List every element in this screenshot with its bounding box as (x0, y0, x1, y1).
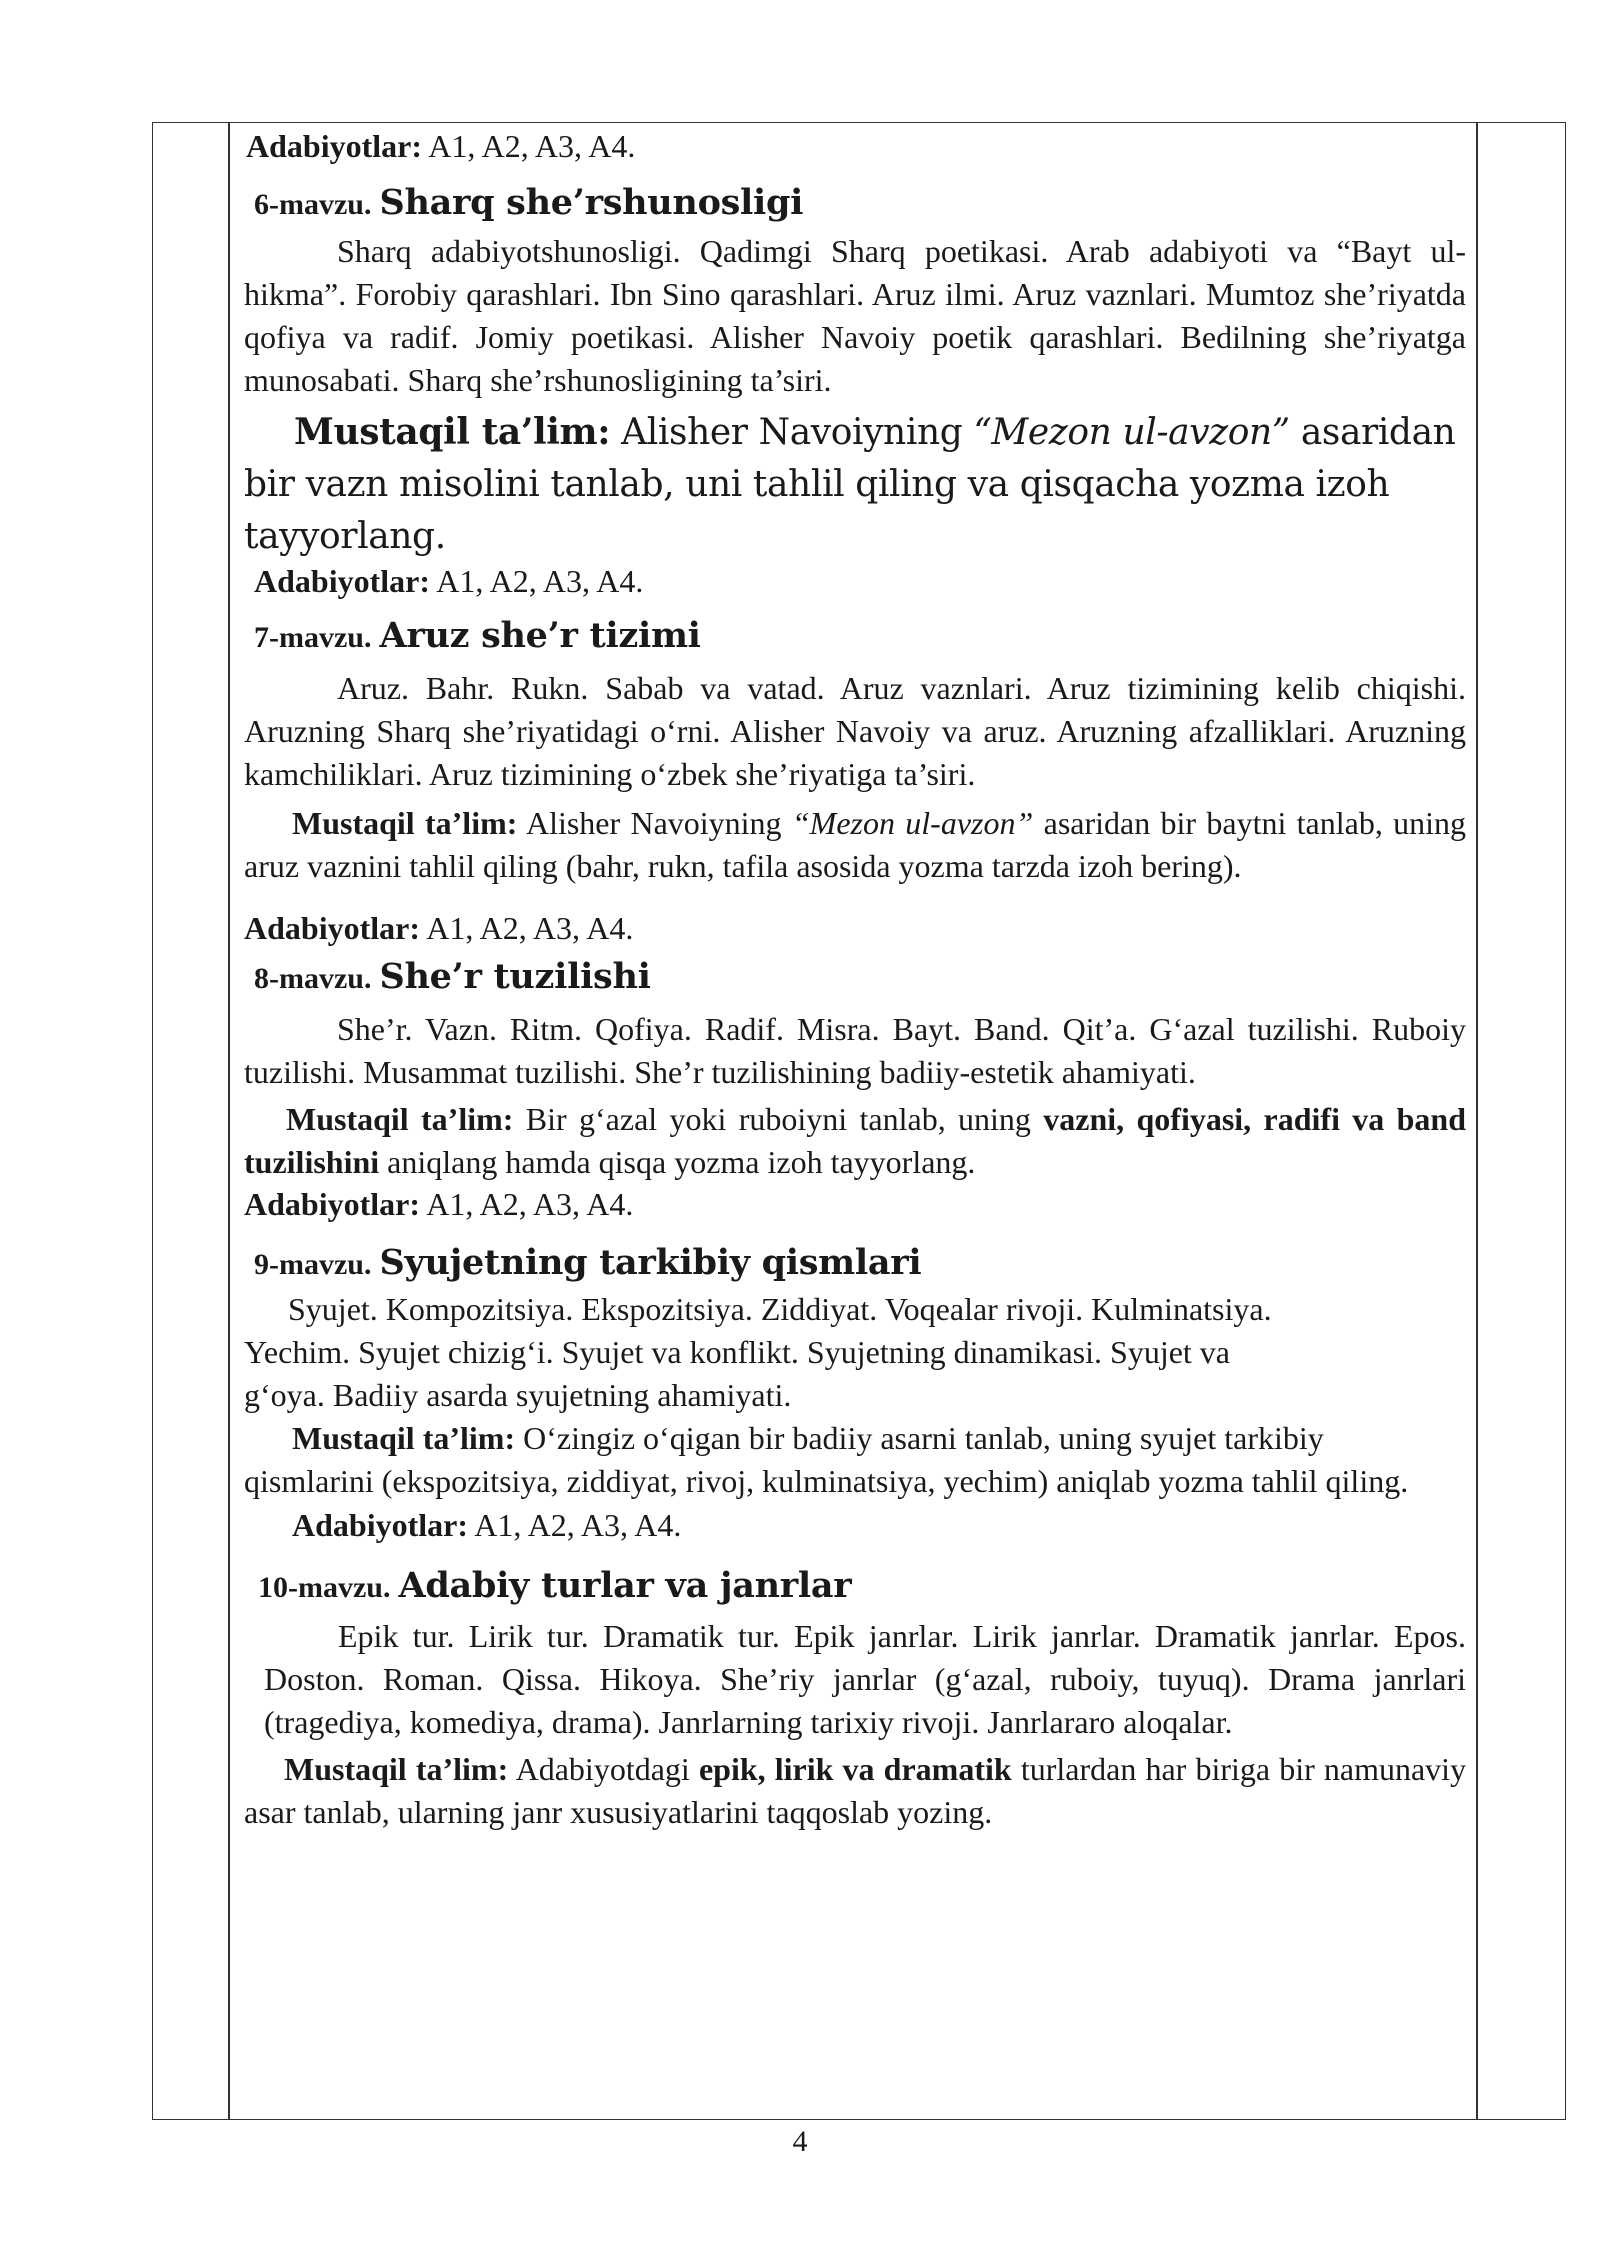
left-margin-column (152, 122, 230, 2120)
literature-label: Adabiyotlar: (244, 910, 420, 946)
literature-label: Adabiyotlar: (292, 1507, 468, 1543)
right-margin-column (1476, 122, 1566, 2120)
literature-label: Adabiyotlar: (246, 128, 422, 164)
topic-10-number: 10-mavzu. (258, 1571, 391, 1604)
topic-9-number: 9-mavzu. (254, 1248, 372, 1281)
topic-7-literature (244, 908, 1466, 948)
topic-8-heading (254, 954, 1466, 1002)
literature-values: A1, A2, A3, A4. (426, 1186, 634, 1222)
topic-10-heading (258, 1563, 1466, 1611)
topic-10-title: Adabiy turlar va janrlar (398, 1565, 852, 1606)
topic-9-body: Syujet. Kompozitsiya. Ekspozitsiya. Ziddiyat. Voqealar rivoji. Kulminatsiya. Yechim. Syujet chizig‘i. Syujet va konflikt. Syujetning dinamikasi. Syujet va g‘oya. Badiiy asarda syujetning ahamiyati. (244, 1291, 1272, 1413)
literature-line (246, 126, 1466, 166)
topic-7-task-post: asaridan bir baytni tanlab, uning aruz vaznini tahlil qiling (bahr, rukn, tafila asosida yozma tarzda izoh bering). (244, 805, 1467, 884)
topic-9-task-text: O‘zingiz o‘qigan bir badiiy asarni tanlab, uning syujet tarkibiy qismlarini (ekspozitsiya, ziddiyat, rivoj, kulminatsiya, yechim) aniqlab yozma tahlil qiling. (244, 1420, 1409, 1499)
literature-label: Adabiyotlar: (254, 563, 430, 599)
topic-9-literature (292, 1505, 1466, 1545)
topic-9-title: Syujetning tarkibiy qismlari (379, 1242, 922, 1283)
topic-8-task-emphasis: vazni, qofiyasi, radifi va band tuzilishini (244, 1101, 1467, 1180)
literature-values: A1, A2, A3, A4. (436, 563, 644, 599)
topic-8-task-label: Mustaqil ta’lim: (286, 1101, 514, 1137)
document-content (244, 126, 1466, 1834)
topic-7-title: Aruz she’r tizimi (379, 615, 701, 656)
topic-6-task-pre: Alisher Navoiyning (621, 412, 963, 453)
topic-6-task-work: “Mezon ul-avzon” (973, 412, 1290, 453)
topic-9-task-label: Mustaqil ta’lim: (292, 1420, 516, 1456)
topic-6-title: Sharq she’rshunosligi (379, 182, 804, 223)
topic-10-body: Epik tur. Lirik tur. Dramatik tur. Epik janrlar. Lirik janrlar. Dramatik janrlar. Epos. Doston. Roman. Qissa. Hikoya. She’riy janrlar (g‘azal, ruboiy, tuyuq). Drama janrlari (tragediya, komediya, drama). Janrlarning tarixiy rivoji. Janrlararo aloqalar. (264, 1618, 1466, 1740)
topic-8-task-pre: Bir g‘azal yoki ruboiyni tanlab, uning (525, 1101, 1031, 1137)
topic-8-task (244, 1098, 1466, 1184)
topic-6-literature (254, 561, 1466, 601)
topic-10-task-emphasis: epik, lirik va dramatik (698, 1751, 1012, 1787)
topic-9-task (244, 1417, 1466, 1503)
literature-values: A1, A2, A3, A4. (428, 128, 636, 164)
topic-7-heading (254, 613, 1466, 661)
literature-label: Adabiyotlar: (244, 1186, 420, 1222)
topic-7-task (244, 802, 1466, 888)
topic-7-number: 7-mavzu. (254, 621, 372, 654)
topic-7-task-pre: Alisher Navoiyning (525, 805, 782, 841)
topic-10-task-label: Mustaqil ta’lim: (284, 1751, 509, 1787)
topic-8-task-post: aniqlang hamda qisqa yozma izoh tayyorlang. (387, 1144, 976, 1180)
topic-6-heading (254, 180, 1466, 228)
topic-6-body: Sharq adabiyotshunosligi. Qadimgi Sharq poetikasi. Arab adabiyoti va “Bayt ul-hikma”. Forobiy qarashlari. Ibn Sino qarashlari. Aruz ilmi. Aruz vaznlari. Mumtoz she’riyatda qofiya va radif. Jomiy poetikasi. Alisher Navoiy poetik qarashlari. Bedilning she’riyatga munosabati. Sharq she’rshunosligining ta’siri. (244, 233, 1466, 398)
page-number: 4 (792, 2125, 808, 2158)
topic-6-task (244, 406, 1466, 563)
topic-10-task-pre: Adabiyotdagi (515, 1751, 690, 1787)
literature-values: A1, A2, A3, A4. (474, 1507, 682, 1543)
topic-7-task-work: “Mezon ul-avzon” (791, 805, 1034, 841)
topic-6-number: 6-mavzu. (254, 188, 372, 221)
topic-7-body: Aruz. Bahr. Rukn. Sabab va vatad. Aruz vaznlari. Aruz tizimining kelib chiqishi. Aruzning Sharq she’riyatidagi o‘rni. Alisher Navoiy va aruz. Aruzning afzalliklari. Aruzning kamchiliklari. Aruz tizimining o‘zbek she’riyatiga ta’siri. (244, 670, 1466, 792)
topic-9-heading (254, 1240, 1466, 1288)
topic-8-body: She’r. Vazn. Ritm. Qofiya. Radif. Misra. Bayt. Band. Qit’a. G‘azal tuzilishi. Ruboiy tuzilishi. Musammat tuzilishi. She’r tuzilishining badiiy-estetik ahamiyati. (244, 1011, 1466, 1090)
literature-values: A1, A2, A3, A4. (426, 910, 634, 946)
topic-10-task-post: turlardan har biriga bir namunaviy asar tanlab, ularning janr xususiyatlarini taqqoslab yozing. (244, 1751, 1467, 1830)
topic-8-number: 8-mavzu. (254, 962, 372, 995)
topic-6-task-post: asaridan bir vazn misolini tanlab, uni tahlil qiling va qisqacha yozma izoh tayyorlang. (244, 412, 1456, 557)
topic-8-literature (244, 1184, 1466, 1224)
topic-7-task-label: Mustaqil ta’lim: (292, 805, 518, 841)
topic-10-task (244, 1748, 1466, 1834)
topic-6-task-label: Mustaqil ta’lim: (294, 411, 611, 453)
topic-8-title: She’r tuzilishi (379, 956, 651, 997)
